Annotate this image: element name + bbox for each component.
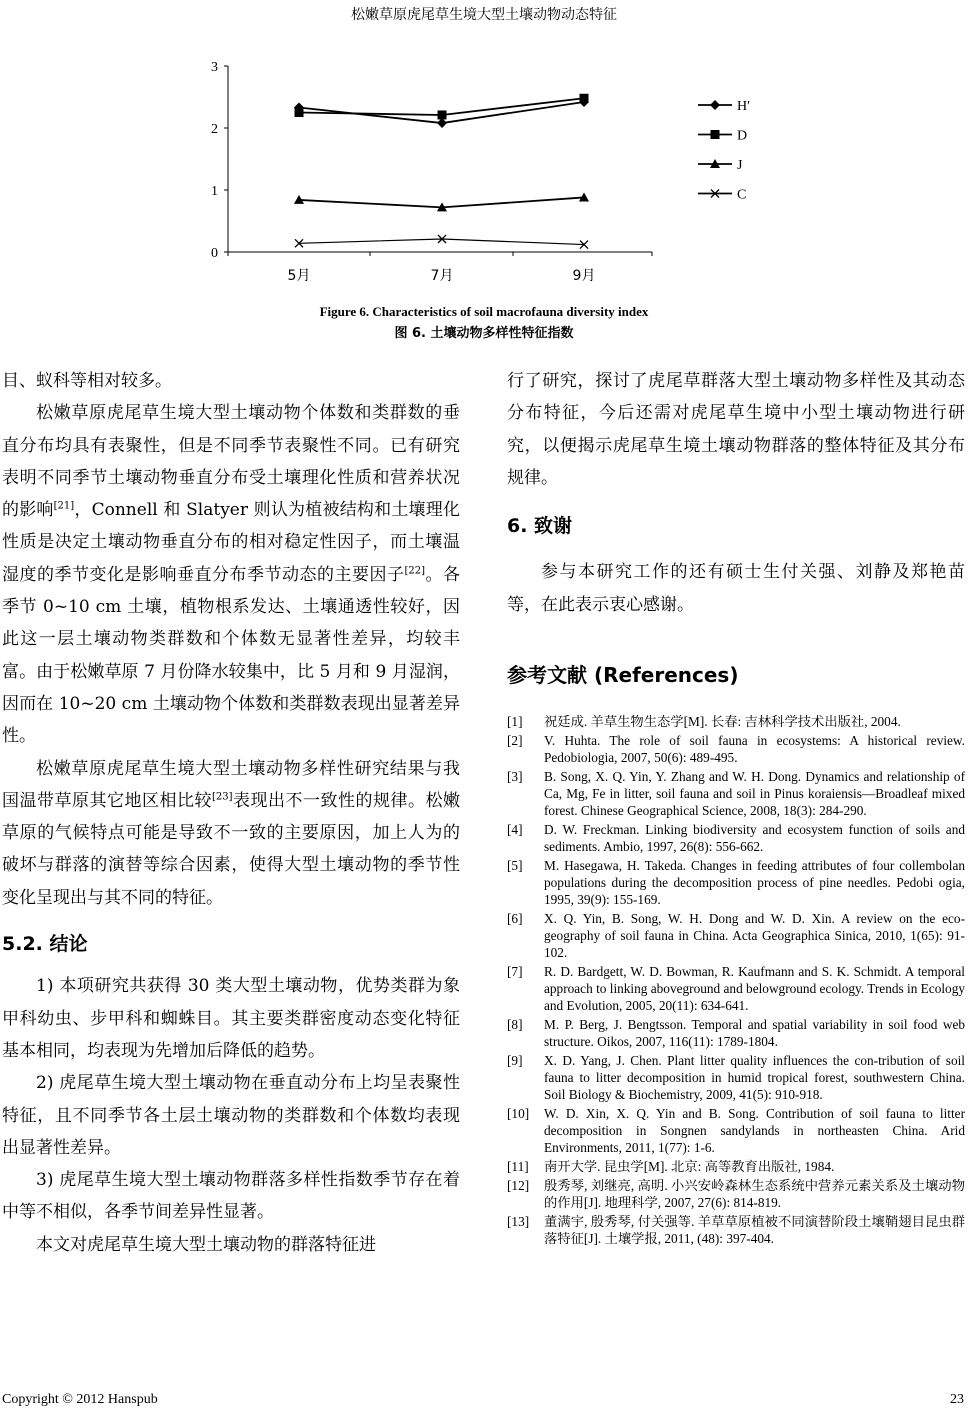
- legend-marker-diamond: [710, 100, 720, 110]
- reference-item: [507, 1158, 965, 1175]
- reference-number: [7]: [507, 963, 523, 979]
- reference-number: [8]: [507, 1016, 523, 1032]
- text: 松嫩草原虎尾草生境大型土壤动物个体数和类群数的垂直分布均具有表聚性，但是不同季节表聚性不同。已有研究表明不同季节土壤动物垂直分布受土壤理化性质和营养状况的影响: [2, 403, 460, 521]
- paragraph: 行了研究，探讨了虎尾草群落大型土壤动物多样性及其动态分布特征，今后还需对虎尾草生境中小型土壤动物进行研究，以便揭示虎尾草生境土壤动物群落的整体特征及其分布规律。: [507, 371, 965, 488]
- reference-text: M. P. Berg, J. Bengtsson. Temporal and spatial variability in soil food web structure. Oikos, 2007, 116(11): 1789-1804.: [544, 1016, 965, 1050]
- y-tick-label: 0: [211, 246, 218, 261]
- copyright: Copyright © 2012 Hanspub: [2, 1392, 158, 1407]
- reference-item: [507, 1052, 965, 1104]
- section-heading: 5.2. 结论: [2, 933, 88, 956]
- x-tick-label: 7月: [430, 268, 454, 284]
- reference-number: [6]: [507, 910, 523, 926]
- x-tick-label: 9月: [572, 268, 596, 284]
- reference-text: 祝廷成. 羊草生物生态学[M]. 长春: 吉林科学技术出版社, 2004.: [544, 714, 901, 729]
- x-tick-label: 5月: [287, 268, 311, 284]
- reference-number: [1]: [507, 714, 523, 729]
- citation: [23]: [212, 791, 233, 803]
- reference-number: [2]: [507, 732, 523, 748]
- reference-item: [507, 1177, 965, 1211]
- reference-item: [507, 910, 965, 962]
- paragraph: [2, 397, 460, 752]
- running-header: 松嫩草原虎尾草生境大型土壤动物动态特征: [351, 7, 617, 23]
- citation: [21]: [53, 500, 75, 512]
- reference-item: [507, 1105, 965, 1157]
- legend-label: D: [737, 128, 748, 144]
- reference-item: [507, 1213, 965, 1247]
- text: 表现出不一致性的规律。松嫩草原的气候特点可能是导致不一致的主要原因，加上人为的破坏与群落的演替等综合因素，使得大型土壤动物的季节性变化呈现出与其不同的特征。: [2, 790, 461, 908]
- reference-item: [507, 821, 965, 855]
- reference-text: X. Q. Yin, B. Song, W. H. Dong and W. D. Xin. A review on the eco-geography of soil fauna in China. Acta Geographica Sinica, 2010, 1(65): 91-102.: [544, 910, 965, 961]
- legend-label: H′: [737, 99, 751, 114]
- paragraph: [2, 753, 460, 914]
- reference-text: 南开大学. 昆虫学[M]. 北京: 高等教育出版社, 1984.: [544, 1159, 835, 1175]
- left-column: [2, 365, 460, 1261]
- reference-number: [13]: [507, 1213, 530, 1229]
- reference-number: [5]: [507, 857, 523, 873]
- reference-number: [10]: [507, 1105, 530, 1121]
- legend-label: C: [737, 187, 747, 203]
- reference-number: [4]: [507, 821, 523, 837]
- legend-label: J: [737, 158, 743, 173]
- reference-number: [11]: [507, 1159, 529, 1175]
- reference-text: B. Song, X. Q. Yin, Y. Zhang and W. H. Dong. Dynamics and relationship of Ca, Mg, Fe in litter, soil fauna and soil in Pinus koraiensis—Broadleaf mixed forest. Chinese Geographical Science, 2008, 18(3): 284-290.: [544, 768, 965, 819]
- figure-caption-en: Figure 6. Characteristics of soil macrofauna diversity index: [319, 304, 649, 319]
- citation: [22]: [404, 565, 426, 577]
- page-number: 23: [950, 1392, 964, 1407]
- data-point-square: [580, 94, 589, 103]
- reference-number: [9]: [507, 1052, 523, 1068]
- reference-item: [507, 713, 965, 730]
- reference-number: [12]: [507, 1177, 530, 1193]
- reference-text: M. Hasegawa, H. Takeda. Changes in feeding attributes of four collembolan populations during the decomposition process of pine needles. Pedobi ogia, 1995, 39(9): 155-169.: [544, 857, 965, 908]
- reference-text: X. D. Yang, J. Chen. Plant litter quality influences the con-tribution of soil fauna to litter decomposition in humid tropical forest, southwestern China. Soil Biology & Biochemistry, 2009, 41(5): 910-918.: [544, 1052, 965, 1103]
- text: ，Connell 和 Slatyer 则认为植被结构和土壤理化性质是决定土壤动物垂直分布的相对稳定性因子，而土壤温湿度的季节变化是影响垂直分布季节动态的主要因子: [2, 500, 460, 585]
- legend-marker-square: [711, 130, 720, 139]
- diversity-line-chart: [0, 0, 968, 300]
- paragraph: 2) 虎尾草生境大型土壤动物在垂直动分布上均呈表聚性特征，且不同季节各土层土壤动物的类群数和个体数均表现出显著性差异。: [2, 1073, 460, 1158]
- paragraph: 参与本研究工作的还有硕士生付关强、刘静及郑艳苗等，在此表示衷心感谢。: [507, 562, 965, 615]
- reference-text: R. D. Bardgett, W. D. Bowman, R. Kaufmann and S. K. Schmidt. A temporal approach to linking aboveground and belowground ecology. Trends in Ecology and Evolution, 2005, 20(11): 634-641.: [544, 963, 965, 1014]
- figure-caption-cn: 图 6. 土壤动物多样性特征指数: [394, 326, 574, 341]
- reference-text: V. Huhta. The role of soil fauna in ecosystems: A historical review. Pedobiologia, 2007, 50(6): 489-495.: [544, 732, 965, 765]
- reference-item: [507, 963, 965, 1015]
- y-tick-label: 3: [211, 60, 218, 75]
- paragraph: 目、蚁科等相对较多。: [2, 371, 172, 391]
- section-heading: 6. 致谢: [507, 515, 573, 538]
- data-point-square: [438, 110, 447, 119]
- reference-text: 殷秀琴, 刘继亮, 高明. 小兴安岭森林生态系统中营养元素关系及土壤动物的作用[J]. 地理科学, 2007, 27(6): 814-819.: [544, 1177, 965, 1210]
- paragraph: 3) 虎尾草生境大型土壤动物群落多样性指数季节存在着中等不相似，各季节间差异性显著。: [2, 1170, 460, 1223]
- right-column: [507, 365, 965, 691]
- reference-text: D. W. Freckman. Linking biodiversity and ecosystem function of soils and sediments. Ambio, 1997, 26(8): 556-662.: [544, 821, 965, 854]
- data-point-square: [295, 108, 304, 117]
- reference-text: 董满宇, 殷秀琴, 付关强等. 羊草草原植被不同演替阶段土壤鞘翅目昆虫群落特征[J]. 土壤学报, 2011, (48): 397-404.: [544, 1213, 965, 1246]
- reference-list: [507, 713, 965, 1249]
- references-heading: 参考文献 (References): [507, 663, 739, 688]
- paragraph: 本文对虎尾草生境大型土壤动物的群落特征进: [36, 1234, 376, 1255]
- reference-number: [3]: [507, 768, 523, 784]
- reference-item: [507, 732, 965, 766]
- data-point-diamond: [437, 118, 447, 128]
- reference-text: W. D. Xin, X. Q. Yin and B. Song. Contribution of soil fauna to litter decomposition in Songnen sandylands in northeasten China. Arid Environments, 2011, 1(77): 1-6.: [544, 1105, 965, 1156]
- reference-item: [507, 768, 965, 820]
- paragraph: 1) 本项研究共获得 30 类大型土壤动物，优势类群为象甲科幼虫、步甲科和蜘蛛目。其主要类群密度动态变化特征基本相同，均表现为先增加后降低的趋势。: [2, 976, 460, 1061]
- y-tick-label: 1: [211, 184, 218, 199]
- text: 松嫩草原虎尾草生境大型土壤动物多样性研究结果与我国温带草原其它地区相比较: [2, 758, 460, 811]
- reference-item: [507, 1016, 965, 1050]
- y-tick-label: 2: [211, 122, 218, 137]
- text: 。各季节 0~10 cm 土壤，植物根系发达、土壤通透性较好，因此这一层土壤动物类群数和个体数无显著性差异，均较丰富。由于松嫩草原 7 月份降水较集中，比 5 月和 9 月湿润，因而在 10~20 cm 土壤动物个体数和类群数表现出显著差异性。: [2, 564, 461, 747]
- reference-item: [507, 857, 965, 909]
